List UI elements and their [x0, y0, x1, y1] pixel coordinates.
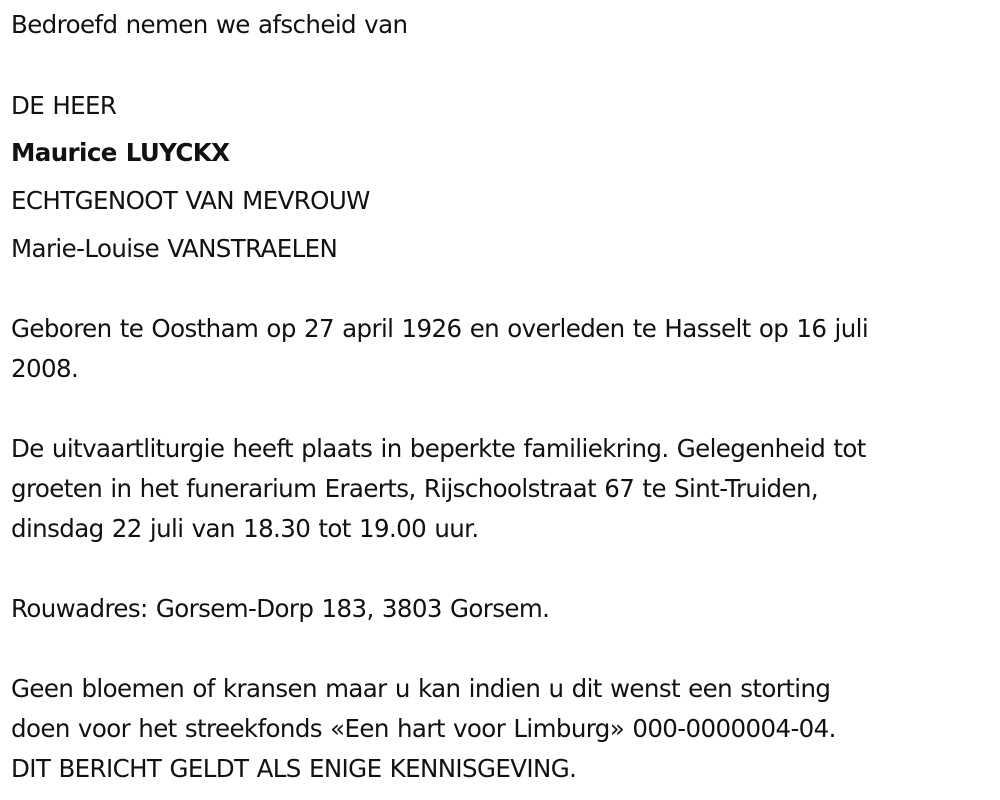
spouse-name: Marie-Louise VANSTRAELEN [11, 234, 338, 263]
salutation: DE HEER [11, 91, 117, 120]
mourning-address: Rouwadres: Gorsem-Dorp 183, 3803 Gorsem. [11, 594, 550, 623]
funeral-line-1: De uitvaartliturgie heeft plaats in beperkte familiekring. Gelegenheid tot [11, 434, 866, 463]
flowers-line-2: doen voor het streekfonds «Een hart voor Limburg» 000-0000004-04. [11, 714, 836, 743]
intro-text: Bedroefd nemen we afscheid van [11, 10, 408, 39]
final-notice: DIT BERICHT GELDT ALS ENIGE KENNISGEVING. [11, 754, 577, 783]
funeral-line-2: groeten in het funerarium Eraerts, Rijschoolstraat 67 te Sint-Truiden, [11, 474, 819, 503]
birth-death-line-2: 2008. [11, 354, 79, 383]
spouse-label: ECHTGENOOT VAN MEVROUW [11, 186, 370, 215]
flowers-line-1: Geen bloemen of kransen maar u kan indien u dit wenst een storting [11, 674, 831, 703]
funeral-line-3: dinsdag 22 juli van 18.30 tot 19.00 uur. [11, 514, 479, 543]
deceased-name: Maurice LUYCKX [11, 138, 230, 167]
birth-death-line-1: Geboren te Oostham op 27 april 1926 en overleden te Hasselt op 16 juli [11, 314, 869, 343]
